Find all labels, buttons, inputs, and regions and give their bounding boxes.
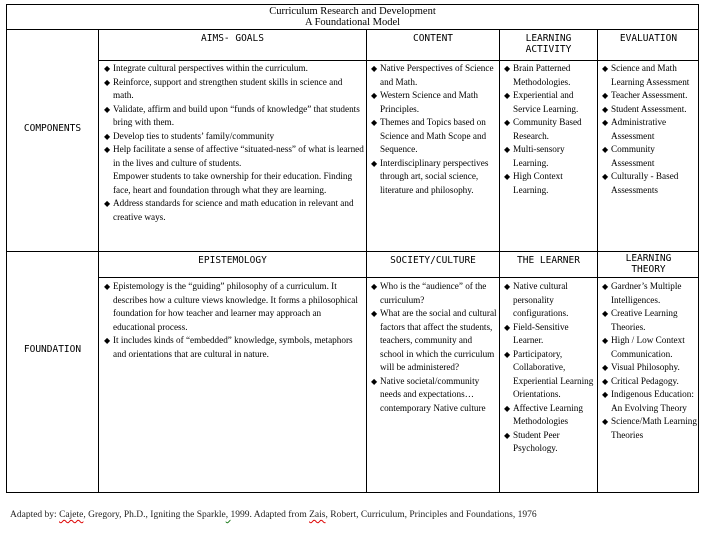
header-the-learner: THE LEARNER xyxy=(517,255,580,266)
header-evaluation: EVALUATION xyxy=(619,33,678,44)
list-item: ◆ Native societal/community needs and expectations… contemporary Native culture xyxy=(371,375,486,413)
table-title xyxy=(7,5,698,30)
list-item: ◆ High Context Learning. xyxy=(504,171,563,195)
header-learning-theory-line-1: LEARNING xyxy=(625,253,672,264)
aims-continuation-text: Empower students to take ownership for their education. Finding face, heart and foundation through what they are learning. xyxy=(113,171,353,195)
spell-flag-cajete: Cajete xyxy=(59,510,84,520)
title-line-2: A Foundational Model xyxy=(304,17,401,28)
list-item: ◆ Develop ties to students’ family/community xyxy=(104,130,275,141)
header-epistemology: EPISTEMOLOGY xyxy=(198,255,267,266)
list-item: ◆ Culturally - Based Assessments xyxy=(602,171,679,195)
grid-line xyxy=(98,60,699,61)
list-item: ◆ Address standards for science and math education in relevant and creative ways. xyxy=(104,198,354,222)
list-item: ◆ Creative Learning Theories. xyxy=(602,308,678,332)
grid-line xyxy=(7,251,699,252)
list-item: ◆ Teacher Assessment. xyxy=(602,90,688,100)
list-item: ◆ Science and Math Learning Assessment xyxy=(602,63,690,87)
list-item: ◆ Reinforce, support and strengthen student skills in science and math. xyxy=(104,76,343,100)
list-item: ◆ Science/Math Learning Theories xyxy=(602,416,697,440)
header-learning-activity-line-1: LEARNING xyxy=(525,33,572,44)
list-item: ◆ Epistemology is the “guiding” philosophy of a curriculum. It describes how a culture views knowledge. It forms a philosophical foundation for how teacher and learner may approach an educational process. xyxy=(104,281,358,332)
learning-activity-cell xyxy=(504,62,596,197)
curriculum-model-table xyxy=(6,4,699,493)
list-item: ◆ Native cultural personality configurations. xyxy=(504,281,569,318)
list-item: ◆ What are the social and cultural factors that affect the students, teachers, community and school in which the curriculum will be administered? xyxy=(371,308,497,372)
header-society-culture: SOCIETY/CULTURE xyxy=(390,255,476,266)
title-line-1: Curriculum Research and Development xyxy=(269,6,436,17)
list-item: ◆ Experiential and Service Learning. xyxy=(504,90,579,114)
list-item: ◆ Student Peer Psychology. xyxy=(504,429,560,453)
list-item: ◆ Field-Sensitive Learner. xyxy=(504,321,569,345)
header-learning-activity xyxy=(500,33,597,55)
list-item: ◆ Community Based Research. xyxy=(504,117,582,141)
content-cell xyxy=(371,62,498,197)
header-learning-activity-line-2: ACTIVITY xyxy=(525,44,572,55)
list-item: ◆ Community Assessment xyxy=(602,144,655,168)
the-learner-cell xyxy=(504,280,596,456)
row-label-foundation: FOUNDATION xyxy=(23,344,82,355)
header-learning-theory-line-2: THEORY xyxy=(631,264,666,275)
society-culture-cell xyxy=(371,280,498,415)
list-item: ◆ Who is the “audience” of the curriculum? xyxy=(371,281,487,305)
evaluation-cell xyxy=(602,62,698,197)
header-content: CONTENT xyxy=(412,33,454,44)
aims-goals-cell xyxy=(104,62,364,224)
list-item: ◆ Western Science and Math Principles. xyxy=(371,90,478,114)
list-item: ◆ Administrative Assessment xyxy=(602,117,667,141)
list-item: ◆ Help facilitate a sense of affective “situated-ness” of what is learned in the lives and culture of students. xyxy=(104,144,364,168)
list-item: ◆ Critical Pedagogy. xyxy=(602,375,679,386)
list-item: ◆ High / Low Context Communication. xyxy=(602,335,685,359)
list-item: ◆ Multi-sensory Learning. xyxy=(504,144,565,168)
list-item: ◆ Participatory, Collaborative, Experiential Learning Orientations. xyxy=(504,348,594,399)
spell-flag-zais: Zais xyxy=(309,510,326,520)
list-item: ◆ Brain Patterned Methodologies. xyxy=(504,63,571,87)
header-aims-goals: AIMS- GOALS xyxy=(201,33,264,44)
row-label-components: COMPONENTS xyxy=(23,123,82,134)
list-item: ◆ Validate, affirm and build upon “funds of knowledge” that students bring with them. xyxy=(104,103,360,127)
list-item: ◆ It includes kinds of “embedded” knowledge, symbols, metaphors and orientations that are cultural in nature. xyxy=(104,335,353,359)
list-item: ◆ Themes and Topics based on Science and Math Scope and Sequence. xyxy=(371,117,487,154)
list-item: ◆ Student Assessment. xyxy=(602,103,687,114)
grid-line xyxy=(98,277,699,278)
list-item: ◆ Interdisciplinary perspectives through art, social science, literature and philosophy. xyxy=(371,157,489,195)
header-learning-theory xyxy=(598,253,699,275)
citation-footer: Adapted by: Cajete, Gregory, Ph.D., Igniting the Sparkle, 1999. Adapted from Zais, Robert, Curriculum, Principles and Foundations, 1976 xyxy=(10,510,537,520)
list-item: ◆ Visual Philosophy. xyxy=(602,362,680,372)
list-item: ◆ Affective Learning Methodologies xyxy=(504,402,583,426)
learning-theory-cell xyxy=(602,280,698,442)
list-item: ◆ Integrate cultural perspectives within the curriculum. xyxy=(104,63,308,73)
epistemology-cell xyxy=(104,280,364,361)
list-item: ◆ Indigenous Education: An Evolving Theory xyxy=(602,389,694,413)
list-item: ◆ Native Perspectives of Science and Math. xyxy=(371,63,494,87)
list-item: ◆ Gardner’s Multiple Intelligences. xyxy=(602,281,682,305)
